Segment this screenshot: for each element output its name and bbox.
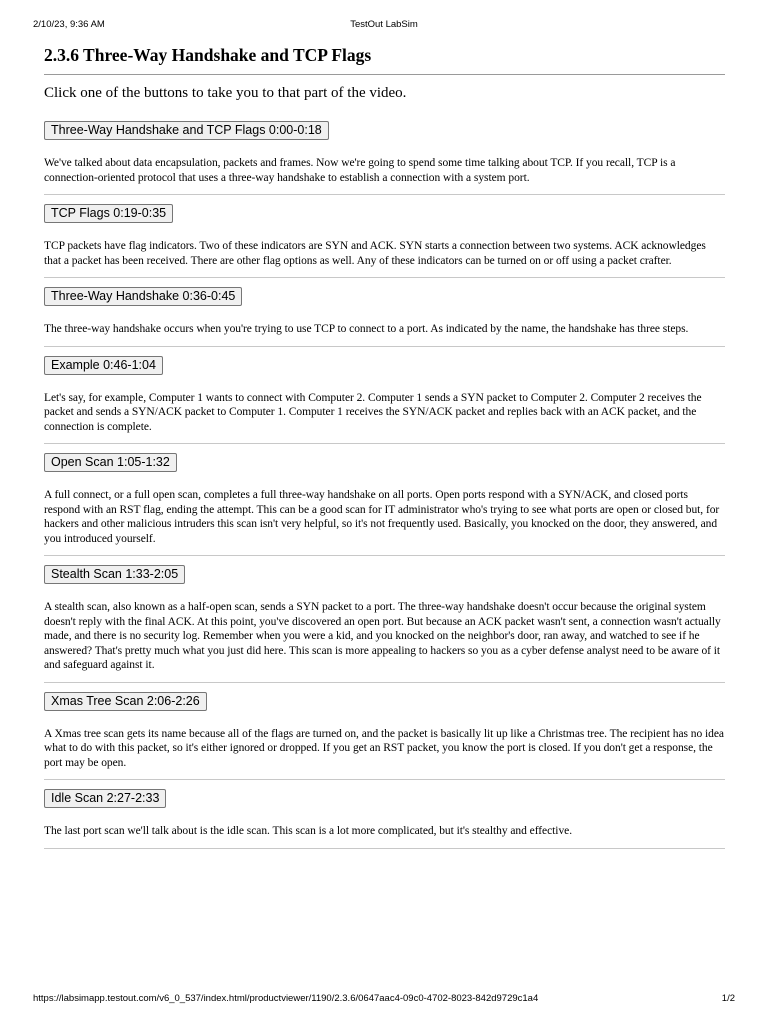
lesson-content — [44, 44, 725, 849]
section-text: A full connect, or a full open scan, completes a full three-way handshake on all ports. Open ports respond with a SYN/ACK, and closed ports respond with an RST flag, ending the attempt. This can be a good scan for IT administrator who's trying to see what ports are open or closed but, for hackers and other malicious intruders this scan isn't very helpful, so it's not frequently used. Basically, you knocked on the door, they answered, and you introduced yourself. — [44, 489, 720, 545]
section-idle-scan — [44, 780, 725, 849]
section-tcp-flags — [44, 195, 725, 278]
print-app-title: TestOut LabSim — [350, 19, 418, 30]
section-text: TCP packets have flag indicators. Two of these indicators are SYN and ACK. SYN starts a connection between two systems. ACK acknowledges that a packet has been received. There are other flag options as well. Any of these indicators can be turned on or off using a packet crafter. — [44, 240, 706, 267]
video-segment-button[interactable]: Xmas Tree Scan 2:06-2:26 — [44, 692, 207, 711]
section-example — [44, 347, 725, 445]
video-segment-button[interactable]: Three-Way Handshake and TCP Flags 0:00-0:18 — [44, 121, 329, 140]
section-three-way-handshake-and-tcp-flags — [44, 112, 725, 195]
section-text: The three-way handshake occurs when you're trying to use TCP to connect to a port. As indicated by the name, the handshake has three steps. — [44, 323, 689, 335]
section-open-scan — [44, 444, 725, 556]
video-segment-button[interactable]: Stealth Scan 1:33-2:05 — [44, 565, 185, 584]
video-segment-button[interactable]: Idle Scan 2:27-2:33 — [44, 789, 166, 808]
video-segment-button[interactable]: TCP Flags 0:19-0:35 — [44, 204, 173, 223]
section-text: We've talked about data encapsulation, packets and frames. Now we're going to spend some time talking about TCP. If you recall, TCP is a connection-oriented protocol that uses a three-way handshake to establish a connection with a system port. — [44, 157, 676, 184]
section-three-way-handshake — [44, 278, 725, 347]
section-stealth-scan — [44, 556, 725, 683]
page-indicator: 1/2 — [721, 993, 735, 1004]
print-datetime: 2/10/23, 9:36 AM — [33, 19, 105, 30]
video-segment-button[interactable]: Three-Way Handshake 0:36-0:45 — [44, 287, 242, 306]
print-header — [0, 0, 768, 34]
print-footer — [0, 990, 768, 1010]
section-text: The last port scan we'll talk about is the idle scan. This scan is a lot more complicated, but it's stealthy and effective. — [44, 825, 573, 837]
section-text: A Xmas tree scan gets its name because all of the flags are turned on, and the packet is basically lit up like a Christmas tree. The recipient has no idea what to do with this packet, so it's either ignored or dropped. If you get an RST packet, you know the port is closed. If you don't get a response, the port may be open. — [44, 727, 724, 769]
video-segment-button[interactable]: Example 0:46-1:04 — [44, 356, 163, 375]
video-segment-button[interactable]: Open Scan 1:05-1:32 — [44, 453, 177, 472]
section-text: A stealth scan, also known as a half-open scan, sends a SYN packet to a port. The three-way handshake doesn't occur because the original system doesn't reply with the final ACK. At this point, you've discovered an open port. But because an ACK packet wasn't sent, a connection wasn't actually made, and there is no security log. Remember when you were a kid, and you knocked on the neighbor's door, ran away, and watched to see if he answered? That's pretty much what you just did here. This scan is more appealing to hackers so you as a cyber defense analyst need to be aware of it and safeguard against it. — [44, 601, 721, 671]
section-text: Let's say, for example, Computer 1 wants to connect with Computer 2. Computer 1 sends a SYN packet to Computer 2. Computer 2 receives the packet and sends a SYN/ACK packet to Computer 1. Computer 1 receives the SYN/ACK packet and replies back with an ACK packet, and the connection is complete. — [44, 391, 702, 433]
print-url: https://labsimapp.testout.com/v6_0_537/index.html/productviewer/1190/2.3.6/0647aac4-09c0-4702-8023-842d9729c1a4 — [33, 993, 539, 1004]
intro-text: Click one of the buttons to take you to that part of the video. — [44, 85, 407, 101]
section-xmas-tree-scan — [44, 683, 725, 781]
page-title: 2.3.6 Three-Way Handshake and TCP Flags — [44, 44, 725, 75]
